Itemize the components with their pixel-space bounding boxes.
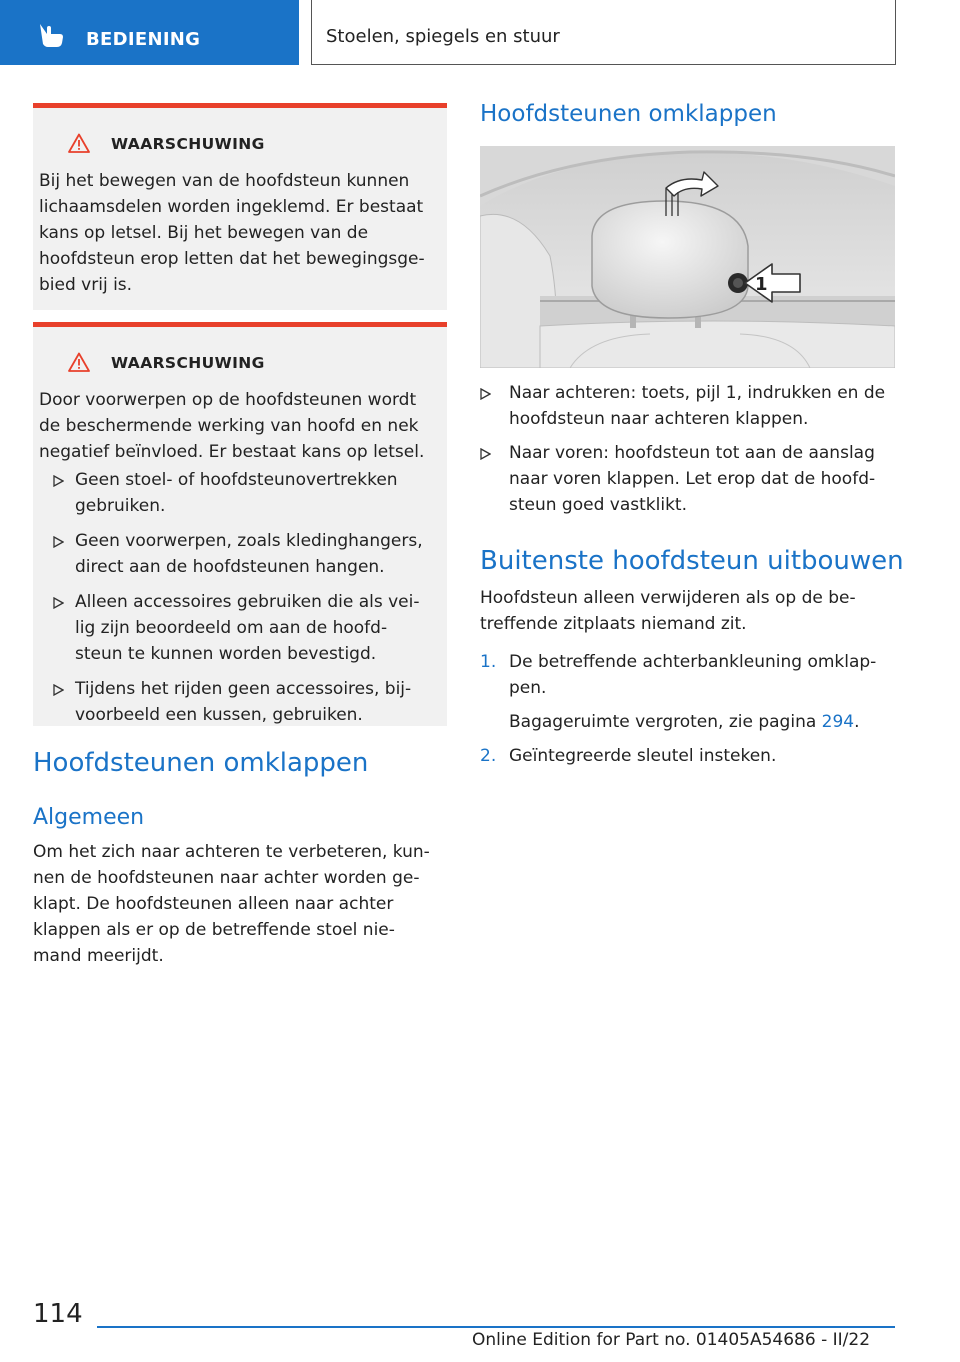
- text-line: Naar voren: hoofdsteun tot aan de aanslag: [509, 443, 875, 463]
- step-number: 1.: [480, 652, 497, 672]
- section-title: BEDIENING: [86, 29, 201, 50]
- note-text: Bagageruimte vergroten, zie pagina: [509, 712, 822, 732]
- step-number: 2.: [480, 746, 497, 766]
- warning-text: [39, 387, 443, 465]
- text-line: kans op letsel. Bij het bewegen van de: [39, 223, 369, 243]
- list-item: [53, 528, 443, 580]
- text-line: nen de hoofdsteunen naar achter worden ge‐: [33, 868, 420, 888]
- list-item: [53, 589, 443, 667]
- section-heading: Hoofdsteunen omklappen: [33, 748, 369, 778]
- section-heading: Buitenste hoofdsteun uitbouwen: [480, 546, 904, 576]
- text-line: steun goed vastklikt.: [509, 495, 687, 515]
- list-item: [53, 467, 443, 519]
- headrest-illustration: [480, 146, 895, 368]
- warning-box: [33, 322, 447, 726]
- text-line: Alleen accessoires gebruiken die als vei‐: [75, 592, 420, 612]
- section-tab: [0, 0, 299, 65]
- text-line: bied vrij is.: [39, 275, 133, 295]
- page-number: 114: [33, 1299, 83, 1329]
- text-line: Geen stoel- of hoofdsteunovertrekken: [75, 470, 398, 490]
- numbered-step-list: [480, 649, 895, 777]
- instruction-bullet-list: [480, 380, 895, 526]
- text-line: steun te kunnen worden bevestigd.: [75, 644, 377, 664]
- page-link[interactable]: 294: [821, 712, 855, 732]
- text-line: naar voren klappen. Let erop dat de hoofd‐: [509, 469, 876, 489]
- text-line: lig zijn beoordeeld om aan de hoofd‐: [75, 618, 388, 638]
- step-note: [509, 709, 895, 735]
- text-line: Bij het bewegen van de hoofdsteun kunnen: [39, 171, 410, 191]
- text-line: hoofdsteun erop letten dat het bewegingsge‐: [39, 249, 425, 269]
- text-line: voorbeeld een kussen, gebruiken.: [75, 705, 363, 725]
- text-line: Hoofdsteun alleen verwijderen als op de be‐: [480, 588, 856, 608]
- text-line: Tijdens het rijden geen accessoires, bij‐: [75, 679, 412, 699]
- warning-box: [33, 103, 447, 310]
- warning-title: WAARSCHUWING: [111, 354, 265, 372]
- text-line: lichaamsdelen worden ingeklemd. Er bestaat: [39, 197, 424, 217]
- warning-triangle-icon: [68, 133, 90, 153]
- triangle-bullet-icon: [480, 448, 491, 460]
- text-line: Geïntegreerde sleutel insteken.: [509, 746, 777, 766]
- warning-header: [33, 352, 447, 374]
- headrest-figure: [480, 146, 895, 368]
- triangle-bullet-icon: [53, 684, 64, 696]
- subsection-heading: Algemeen: [33, 805, 145, 830]
- section-heading: Hoofdsteunen omklappen: [480, 101, 777, 127]
- list-item: [480, 649, 895, 735]
- body-paragraph: [480, 585, 895, 637]
- list-item: [53, 676, 443, 728]
- warning-bullet-list: [53, 467, 443, 737]
- text-line: De betreffende achterbankleuning omklap‐: [509, 652, 877, 672]
- triangle-bullet-icon: [480, 388, 491, 400]
- list-item: [480, 380, 895, 432]
- text-line: negatief beïnvloed. Er bestaat kans op letsel.: [39, 442, 425, 462]
- triangle-bullet-icon: [53, 597, 64, 609]
- footer-edition: Online Edition for Part no. 01405A54686 - II/22: [472, 1330, 871, 1350]
- text-line: Door voorwerpen op de hoofdsteunen wordt: [39, 390, 417, 410]
- text-line: pen.: [509, 678, 547, 698]
- figure-callout-label: 1: [755, 274, 768, 295]
- text-line: klappen als er op de betreffende stoel nie‐: [33, 920, 395, 940]
- footer-rule: [97, 1326, 895, 1328]
- triangle-bullet-icon: [53, 536, 64, 548]
- body-paragraph: [33, 839, 447, 969]
- chapter-header: [311, 0, 896, 65]
- warning-text: [39, 168, 443, 298]
- warning-triangle-icon: [68, 352, 90, 372]
- triangle-bullet-icon: [53, 475, 64, 487]
- text-line: mand meerijdt.: [33, 946, 164, 966]
- list-item: [480, 743, 895, 769]
- text-line: Om het zich naar achteren te verbeteren, kun‐: [33, 842, 430, 862]
- warning-header: [33, 133, 447, 155]
- text-line: treffende zitplaats niemand zit.: [480, 614, 747, 634]
- note-text: .: [854, 712, 860, 732]
- text-line: Geen voorwerpen, zoals kledinghangers,: [75, 531, 423, 551]
- list-item: [480, 440, 895, 518]
- warning-title: WAARSCHUWING: [111, 135, 265, 153]
- hand-pointer-icon: [34, 20, 66, 48]
- text-line: gebruiken.: [75, 496, 166, 516]
- chapter-title: Stoelen, spiegels en stuur: [326, 26, 560, 47]
- text-line: direct aan de hoofdsteunen hangen.: [75, 557, 385, 577]
- text-line: de beschermende werking van hoofd en nek: [39, 416, 419, 436]
- text-line: hoofdsteun naar achteren klappen.: [509, 409, 809, 429]
- text-line: Naar achteren: toets, pijl 1, indrukken en de: [509, 383, 886, 403]
- text-line: klapt. De hoofdsteunen alleen naar achter: [33, 894, 394, 914]
